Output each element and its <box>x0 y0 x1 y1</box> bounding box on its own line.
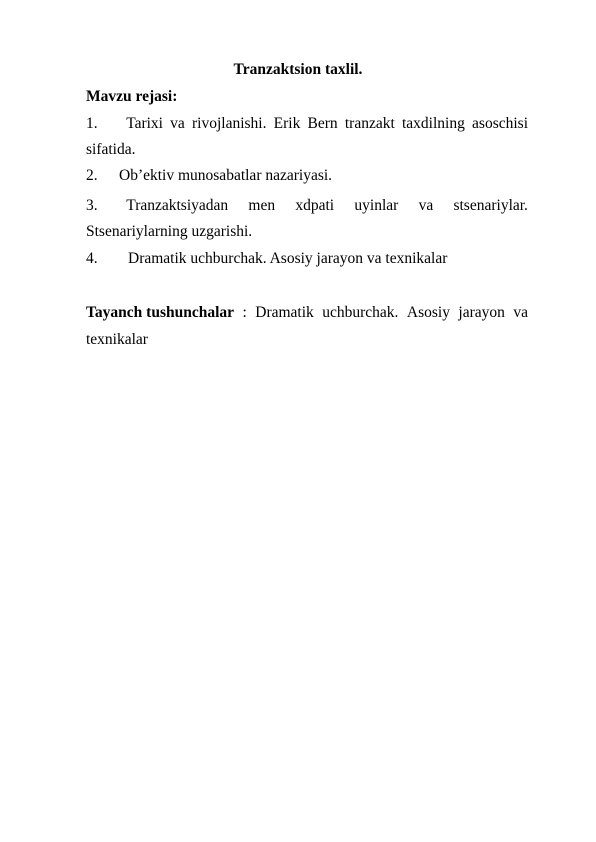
plan-item-3-number: 3. <box>86 197 98 214</box>
plan-item-2 <box>86 166 528 186</box>
key-concepts-word: uchburchak. <box>322 304 399 321</box>
key-concepts-label: Tayanch tushunchalar <box>86 304 235 321</box>
plan-item-1-word: Bern <box>307 115 338 132</box>
plan-item-1-number: 1. <box>86 115 98 132</box>
plan-item-4-number: 4. <box>86 250 98 267</box>
plan-item-3 <box>86 196 528 216</box>
plan-item-1-word: rivojlanishi. <box>192 115 267 132</box>
key-concepts-word: Asosiy <box>406 304 450 321</box>
key-concepts <box>86 303 528 323</box>
key-concepts-continuation: texnikalar <box>86 331 148 348</box>
key-concepts-separator: : <box>242 304 247 321</box>
plan-item-1-word: asoschisi <box>472 115 528 132</box>
plan-item-4 <box>86 249 528 269</box>
plan-item-1-continuation: sifatida. <box>86 141 136 158</box>
plan-item-2-text: Ob’ektiv munosabatlar nazariyasi. <box>119 167 333 184</box>
plan-item-2-number: 2. <box>86 167 98 184</box>
key-concepts-word: jarayon <box>458 304 505 321</box>
plan-item-3-continuation: Stsenariylarning uzgarishi. <box>86 223 253 240</box>
plan-item-3-word: xdpati <box>295 197 335 214</box>
plan-item-3-word: stsenariylar. <box>453 197 528 214</box>
key-concepts-word: va <box>513 304 528 321</box>
document-title: Tranzaktsion taxlil. <box>233 61 363 78</box>
plan-heading: Mavzu rejasi: <box>86 88 178 105</box>
plan-item-1-word: tranzakt <box>344 115 395 132</box>
key-concepts-word: Dramatik <box>255 304 314 321</box>
plan-item-1 <box>86 114 528 134</box>
plan-item-3-word: Tranzaktsiyadan <box>126 197 229 214</box>
plan-item-1-word: va <box>170 115 185 132</box>
plan-item-1-word: taxdilning <box>401 115 465 132</box>
plan-item-3-word: uyinlar <box>354 197 399 214</box>
plan-item-1-word: Erik <box>273 115 301 132</box>
plan-item-4-text: Dramatik uchburchak. Asosiy jarayon va texnikalar <box>128 250 448 267</box>
plan-item-1-word: Tarixi <box>126 115 163 132</box>
plan-item-3-word: va <box>418 197 434 214</box>
plan-item-3-word: men <box>248 197 276 214</box>
